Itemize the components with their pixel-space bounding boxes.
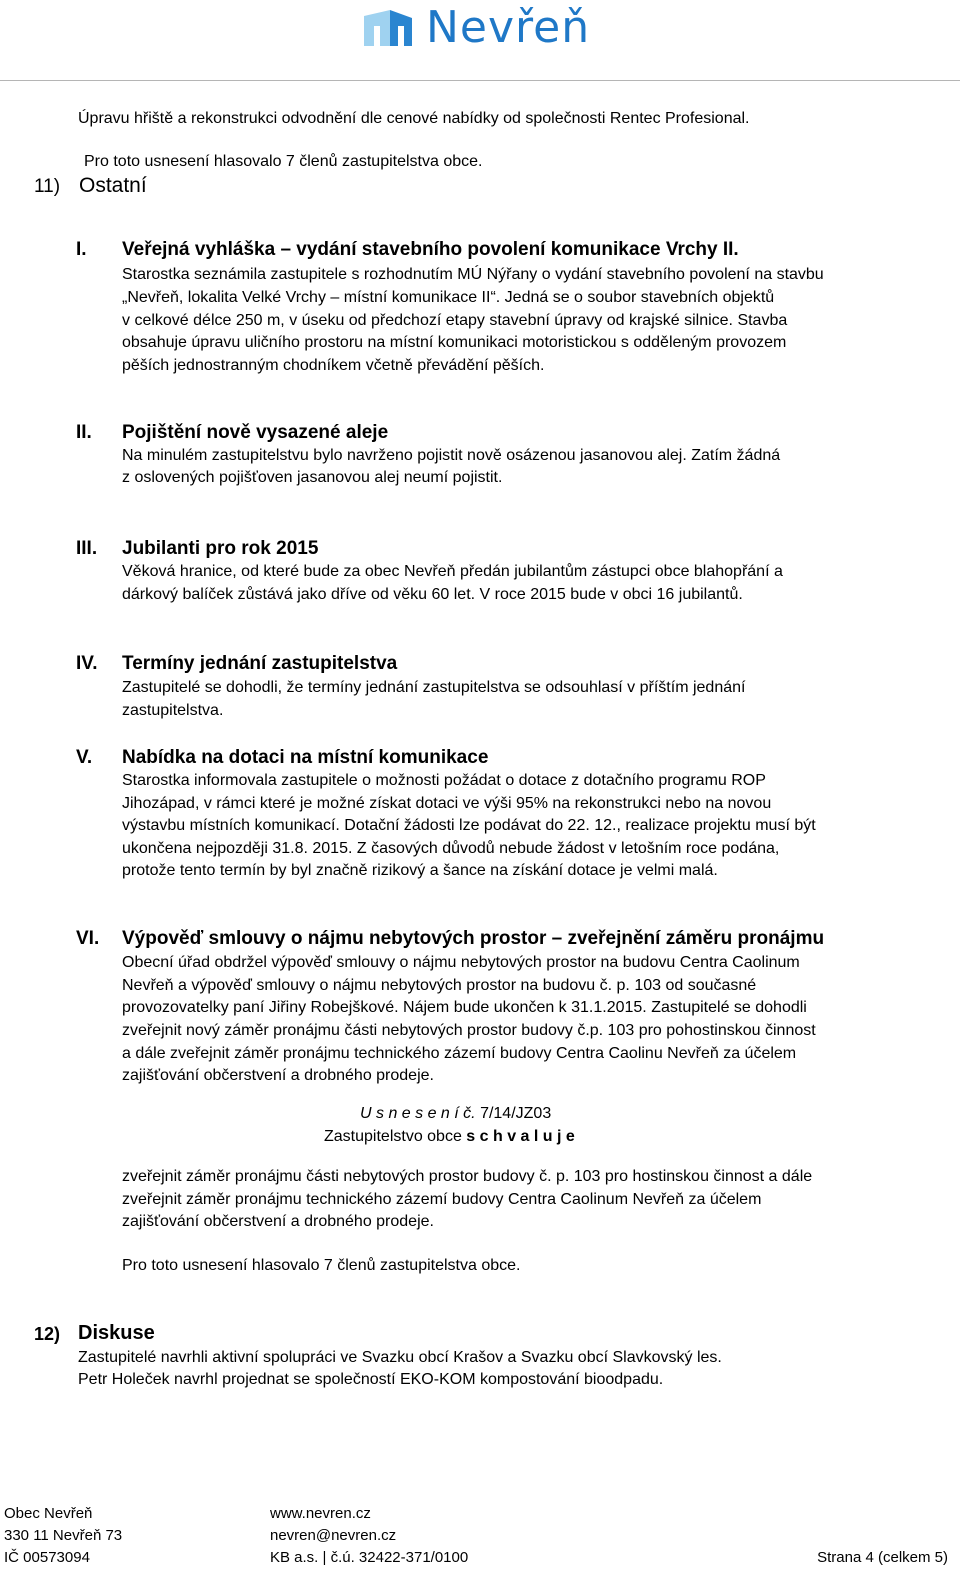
item-1-title: Veřejná vyhláška – vydání stavebního povolení komunikace Vrchy II. [122,239,739,260]
item-2-line: Na minulém zastupitelstvu bylo navrženo pojistit nově osázenou jasanovou alej. Zatím žádná [122,447,781,464]
item-2-numeral: II. [76,422,92,443]
section-12-line: Zastupitelé navrhli aktivní spolupráci ve Svazku obcí Krašov a Svazku obcí Slavkovský les. [78,1349,722,1366]
item-4-numeral: IV. [76,653,98,674]
item-4-line: zastupitelstva. [122,702,224,719]
item-2-title: Pojištění nově vysazené aleje [122,422,389,443]
footer-email: nevren@nevren.cz [270,1527,397,1544]
item-1-line: pěších jednostranným chodníkem včetně převádění pěších. [122,357,545,374]
item-5-line: ukončena nejpozději 31.8. 2015. Z časových důvodů nebude žádost v letošním roce podána, [122,840,780,857]
section-12-title: Diskuse [78,1322,155,1344]
footer-website: www.nevren.cz [270,1505,371,1522]
item-1-line: v celkové délce 250 m, v úseku od předchozí etapy stavební úpravy od krajské silnice. Stavba [122,312,788,329]
footer-address: Obec Nevřeň [4,1505,93,1522]
item-6-line: Obecní úřad obdržel výpověď smlouvy o nájmu nebytových prostor na budovu Centra Caolinum [122,954,800,971]
item-3-title: Jubilanti pro rok 2015 [122,538,319,559]
item-5-line: protože tento termín by byl značně rizikový a šance na získání dotace je velmi malá. [122,862,718,879]
logo-text: Nevřeň [426,2,591,53]
item-6-line: a dále zveřejnit záměr pronájmu technického zázemí budovy Centra Caolinu Nevřeň za účelem [122,1045,797,1062]
item-6-line: Nevřeň a výpověď smlouvy o nájmu nebytových prostor na budovu č. p. 103 od současné [122,977,757,994]
footer-bank: KB a.s. | č.ú. 32422-371/0100 [270,1549,469,1566]
section-11-number: 11) [34,176,61,197]
item-6-title: Výpověď smlouvy o nájmu nebytových prostor – zveřejnění záměru pronájmu [122,928,825,949]
resolution-label: U s n e s e n í č. [360,1105,476,1122]
section-11-title: Ostatní [79,174,147,197]
resolution-vote: Pro toto usnesení hlasovalo 7 členů zastupitelstva obce. [122,1257,521,1274]
item-6-line: zajišťování občerstvení a drobného prodeje. [122,1067,434,1084]
resolution-prefix: Zastupitelstvo obce [324,1128,467,1145]
resolution-number: 7/14/JZ03 [480,1105,552,1122]
section-12-number: 12) [34,1324,61,1344]
intro-text: Úpravu hřiště a rekonstrukci odvodnění dle cenové nabídky od společnosti Rentec Profesional. [78,110,750,127]
item-3-numeral: III. [76,538,98,559]
resolution-line: zveřejnit záměr pronájmu části nebytových prostor budovy č. p. 103 pro hostinskou činnost a dále [122,1168,813,1185]
item-5-line: Jihozápad, v rámci které je možné získat dotaci ve výši 95% na rekonstrukci nebo na novou [122,795,772,812]
item-6-line: zveřejnit nový záměr pronájmu části nebytových prostor budovy č.p. 103 pro pohostinskou činnost [122,1022,816,1039]
item-5-title: Nabídka na dotaci na místní komunikace [122,747,489,768]
item-4-line: Zastupitelé se dohodli, že termíny jednání zastupitelstva se odsouhlasí v příštím jednání [122,679,746,696]
item-1-line: Starostka seznámila zastupitele s rozhodnutím MÚ Nýřany o vydání stavebního povolení na stavbu [122,266,824,283]
resolution-line: zveřejnit záměr pronájmu technického zázemí budovy Centra Caolinum Nevřeň za účelem [122,1191,762,1208]
item-1-line: obsahuje úpravu uličního prostoru na místní komunikaci motoristickou s odděleným provozem [122,334,787,351]
item-5-line: výstavbu místních komunikací. Dotační žádosti lze podávat do 22. 12., realizace projektu musí být [122,817,816,834]
item-3-line: Věková hranice, od které bude za obec Nevřeň předán jubilantům zástupci obce blahopřání a [122,563,783,580]
page-number: Strana 4 (celkem 5) [817,1549,948,1566]
item-6-numeral: VI. [76,928,100,949]
resolution-heading [360,1103,551,1126]
footer-address: IČ 00573094 [4,1549,90,1566]
logo-mark-icon [360,6,416,50]
item-1-line: „Nevřeň, lokalita Velké Vrchy – místní komunikace II“. Jedná se o soubor stavebních objektů [122,289,775,306]
intro-vote: Pro toto usnesení hlasovalo 7 členů zastupitelstva obce. [84,153,483,170]
item-5-line: Starostka informovala zastupitele o možnosti požádat o dotace z dotačního programu ROP [122,772,766,789]
item-1-numeral: I. [76,239,87,260]
item-6-line: provozovatelky paní Jiřiny Robejškové. Nájem bude ukončen k 31.1.2015. Zastupitelé se dohodli [122,999,807,1016]
section-12-line: Petr Holeček navrhl projednat se společností EKO-KOM kompostování bioodpadu. [78,1371,664,1388]
footer-address: 330 11 Nevřeň 73 [4,1527,123,1544]
resolution-decision [324,1126,575,1149]
item-2-line: z oslovených pojišťoven jasanovou alej neumí pojistit. [122,469,503,486]
item-4-title: Termíny jednání zastupitelstva [122,653,398,674]
logo [360,2,590,54]
page-header [0,0,960,81]
item-3-line: dárkový balíček zůstává jako dříve od věku 60 let. V roce 2015 bude v obci 16 jubilantů. [122,586,743,603]
item-5-numeral: V. [76,747,93,768]
resolution-line: zajišťování občerstvení a drobného prodeje. [122,1213,434,1230]
resolution-verb: s c h v a l u j e [466,1128,575,1145]
